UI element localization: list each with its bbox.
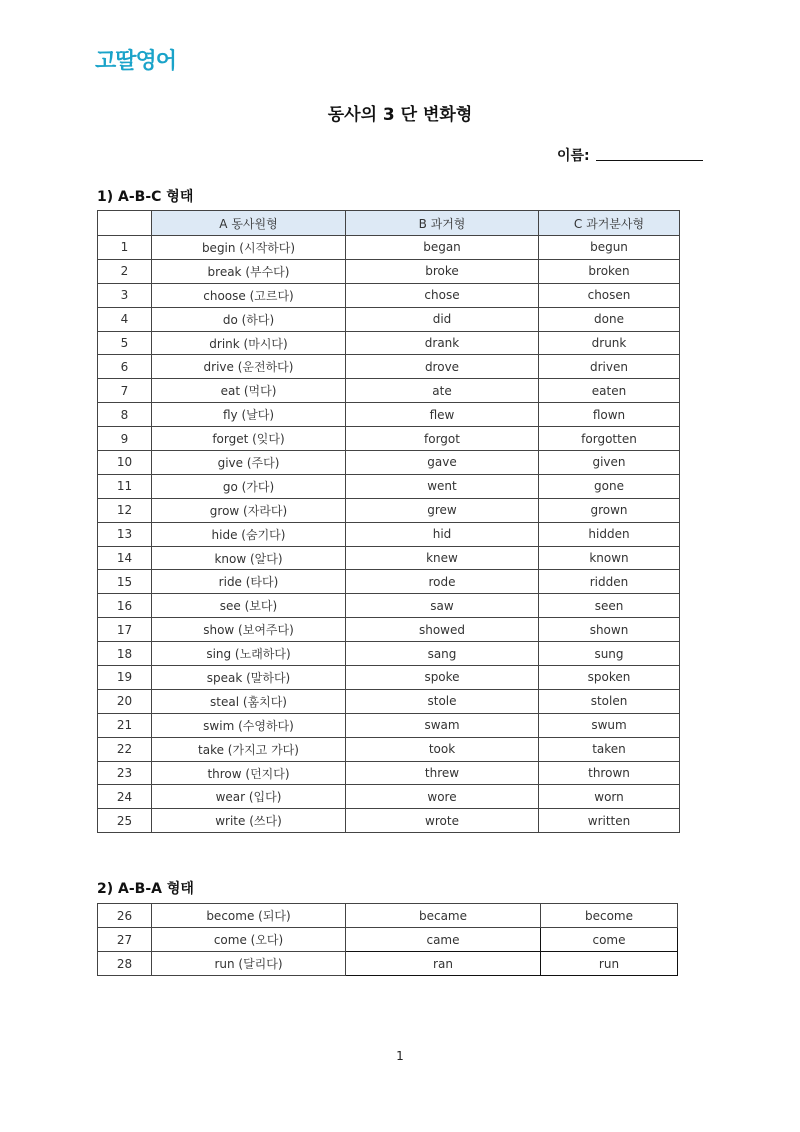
base-form-cell: eat (먹다): [152, 379, 346, 403]
past-participle-cell: known: [539, 546, 680, 570]
past-participle-cell: swum: [539, 713, 680, 737]
table-row: [98, 761, 680, 785]
past-form-cell: went: [346, 474, 539, 498]
past-form-cell: came: [346, 928, 541, 952]
base-form-cell: speak (말하다): [152, 666, 346, 690]
row-number: 19: [98, 666, 152, 690]
row-number: 17: [98, 618, 152, 642]
past-form-cell: saw: [346, 594, 539, 618]
past-form-cell: showed: [346, 618, 539, 642]
past-form-cell: wrote: [346, 809, 539, 833]
row-number: 18: [98, 642, 152, 666]
row-number: 23: [98, 761, 152, 785]
table-row: [98, 546, 680, 570]
past-participle-cell: thrown: [539, 761, 680, 785]
table-row: [98, 594, 680, 618]
past-form-cell: stole: [346, 689, 539, 713]
base-form-cell: throw (던지다): [152, 761, 346, 785]
past-form-cell: drank: [346, 331, 539, 355]
base-form-cell: do (하다): [152, 307, 346, 331]
row-number: 22: [98, 737, 152, 761]
header-number: [98, 211, 152, 236]
past-form-cell: knew: [346, 546, 539, 570]
table-row: [98, 355, 680, 379]
row-number: 16: [98, 594, 152, 618]
past-participle-cell: flown: [539, 403, 680, 427]
past-form-cell: swam: [346, 713, 539, 737]
past-form-cell: became: [346, 904, 541, 928]
past-form-cell: drove: [346, 355, 539, 379]
table-row: [98, 427, 680, 451]
row-number: 26: [98, 904, 152, 928]
base-form-cell: come (오다): [152, 928, 346, 952]
base-form-cell: see (보다): [152, 594, 346, 618]
past-form-cell: wore: [346, 785, 539, 809]
header-past-form: B 과거형: [346, 211, 539, 236]
past-participle-cell: drunk: [539, 331, 680, 355]
past-form-cell: did: [346, 307, 539, 331]
past-participle-cell: spoken: [539, 666, 680, 690]
past-participle-cell: shown: [539, 618, 680, 642]
row-number: 28: [98, 952, 152, 976]
table-row: [98, 307, 680, 331]
table-row: [98, 236, 680, 260]
table-row: [98, 451, 680, 475]
row-number: 14: [98, 546, 152, 570]
base-form-cell: hide (숨기다): [152, 522, 346, 546]
past-participle-cell: taken: [539, 737, 680, 761]
row-number: 2: [98, 259, 152, 283]
table-row: [98, 379, 680, 403]
past-form-cell: hid: [346, 522, 539, 546]
past-participle-cell: forgotten: [539, 427, 680, 451]
row-number: 7: [98, 379, 152, 403]
table-row: [98, 785, 680, 809]
past-participle-cell: grown: [539, 498, 680, 522]
row-number: 13: [98, 522, 152, 546]
base-form-cell: wear (입다): [152, 785, 346, 809]
table-row: [98, 642, 680, 666]
base-form-cell: give (주다): [152, 451, 346, 475]
row-number: 21: [98, 713, 152, 737]
past-form-cell: forgot: [346, 427, 539, 451]
brand-logo: 고딸영어: [95, 49, 177, 74]
table-row: [98, 713, 680, 737]
base-form-cell: steal (훔치다): [152, 689, 346, 713]
base-form-cell: take (가지고 가다): [152, 737, 346, 761]
past-form-cell: grew: [346, 498, 539, 522]
past-participle-cell: become: [541, 904, 678, 928]
past-form-cell: rode: [346, 570, 539, 594]
row-number: 8: [98, 403, 152, 427]
table-row: [98, 403, 680, 427]
past-participle-cell: broken: [539, 259, 680, 283]
past-participle-cell: come: [541, 928, 678, 952]
table-header-row: [98, 211, 680, 236]
row-number: 6: [98, 355, 152, 379]
past-form-cell: took: [346, 737, 539, 761]
header-base-form: A 동사원형: [152, 211, 346, 236]
table-row: [98, 928, 678, 952]
header-past-participle: C 과거분사형: [539, 211, 680, 236]
past-participle-cell: hidden: [539, 522, 680, 546]
table-row: [98, 498, 680, 522]
verb-table-abc: [97, 210, 680, 833]
row-number: 1: [98, 236, 152, 260]
past-participle-cell: gone: [539, 474, 680, 498]
past-participle-cell: done: [539, 307, 680, 331]
base-form-cell: sing (노래하다): [152, 642, 346, 666]
base-form-cell: fly (날다): [152, 403, 346, 427]
row-number: 15: [98, 570, 152, 594]
past-participle-cell: worn: [539, 785, 680, 809]
table-row: [98, 666, 680, 690]
table-row: [98, 952, 678, 976]
table-row: [98, 283, 680, 307]
base-form-cell: choose (고르다): [152, 283, 346, 307]
past-participle-cell: seen: [539, 594, 680, 618]
past-form-cell: sang: [346, 642, 539, 666]
past-participle-cell: eaten: [539, 379, 680, 403]
row-number: 24: [98, 785, 152, 809]
row-number: 25: [98, 809, 152, 833]
past-participle-cell: ridden: [539, 570, 680, 594]
row-number: 11: [98, 474, 152, 498]
table-row: [98, 904, 678, 928]
past-form-cell: gave: [346, 451, 539, 475]
past-form-cell: ate: [346, 379, 539, 403]
name-blank-line[interactable]: [596, 160, 703, 161]
past-form-cell: ran: [346, 952, 541, 976]
past-participle-cell: stolen: [539, 689, 680, 713]
table-row: [98, 809, 680, 833]
past-participle-cell: given: [539, 451, 680, 475]
row-number: 4: [98, 307, 152, 331]
base-form-cell: forget (잊다): [152, 427, 346, 451]
past-participle-cell: driven: [539, 355, 680, 379]
past-form-cell: chose: [346, 283, 539, 307]
base-form-cell: ride (타다): [152, 570, 346, 594]
table-row: [98, 689, 680, 713]
table-row: [98, 331, 680, 355]
row-number: 5: [98, 331, 152, 355]
table-row: [98, 474, 680, 498]
verb-table-aba: [97, 903, 678, 976]
past-form-cell: spoke: [346, 666, 539, 690]
base-form-cell: run (달리다): [152, 952, 346, 976]
past-form-cell: threw: [346, 761, 539, 785]
past-form-cell: flew: [346, 403, 539, 427]
base-form-cell: break (부수다): [152, 259, 346, 283]
page-number: 1: [396, 1049, 404, 1063]
row-number: 12: [98, 498, 152, 522]
row-number: 10: [98, 451, 152, 475]
base-form-cell: go (가다): [152, 474, 346, 498]
past-participle-cell: run: [541, 952, 678, 976]
table-row: [98, 522, 680, 546]
section-heading-aba: 2) A-B-A 형태: [97, 881, 194, 897]
base-form-cell: write (쓰다): [152, 809, 346, 833]
row-number: 9: [98, 427, 152, 451]
base-form-cell: know (알다): [152, 546, 346, 570]
past-participle-cell: written: [539, 809, 680, 833]
name-label: 이름:: [557, 148, 590, 164]
base-form-cell: begin (시작하다): [152, 236, 346, 260]
base-form-cell: drink (마시다): [152, 331, 346, 355]
past-participle-cell: chosen: [539, 283, 680, 307]
base-form-cell: show (보여주다): [152, 618, 346, 642]
row-number: 20: [98, 689, 152, 713]
past-form-cell: broke: [346, 259, 539, 283]
base-form-cell: drive (운전하다): [152, 355, 346, 379]
page-title: 동사의 3 단 변화형: [327, 105, 473, 125]
past-participle-cell: sung: [539, 642, 680, 666]
row-number: 27: [98, 928, 152, 952]
table-row: [98, 259, 680, 283]
section-heading-abc: 1) A-B-C 형태: [97, 189, 194, 205]
base-form-cell: become (되다): [152, 904, 346, 928]
past-form-cell: began: [346, 236, 539, 260]
table-row: [98, 737, 680, 761]
base-form-cell: swim (수영하다): [152, 713, 346, 737]
row-number: 3: [98, 283, 152, 307]
past-participle-cell: begun: [539, 236, 680, 260]
base-form-cell: grow (자라다): [152, 498, 346, 522]
table-row: [98, 618, 680, 642]
table-row: [98, 570, 680, 594]
